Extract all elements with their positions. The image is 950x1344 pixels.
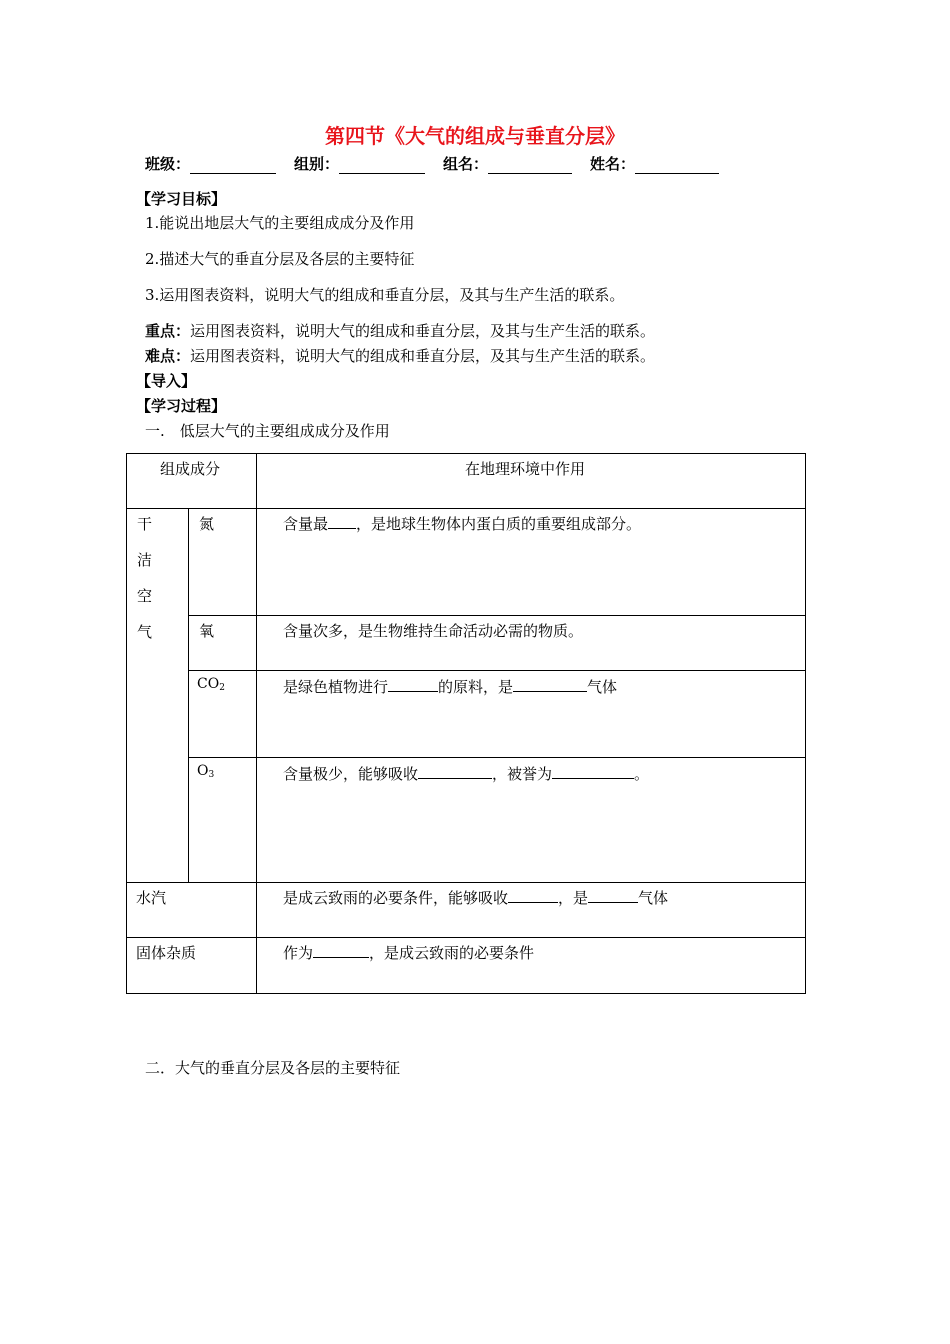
co2-blank-1[interactable] [388, 677, 438, 692]
co2-role [283, 676, 617, 697]
student-info-row [145, 153, 737, 174]
o3-role [283, 763, 649, 784]
water-role-post: 气体 [638, 889, 669, 907]
objectives-heading: 【学习目标】 [136, 190, 227, 208]
oxygen-role: 含量次多，是生物维持生命活动必需的物质。 [283, 622, 584, 640]
difficult-point-label: 难点： [145, 347, 191, 365]
o3-name-base: O [197, 763, 209, 779]
intro-heading: 【导入】 [136, 372, 197, 390]
o3-role-post: 。 [634, 765, 650, 783]
group-label: 组别： [294, 155, 340, 173]
page-title: 第四节《大气的组成与垂直分层》 [325, 124, 625, 148]
group-name-blank[interactable] [488, 157, 572, 174]
nitrogen-role [283, 513, 641, 534]
key-point [145, 320, 655, 341]
co2-name-sub: 2 [219, 683, 225, 693]
co2-role-mid: 的原料，是 [438, 678, 514, 696]
objective-item: 2.描述大气的垂直分层及各层的主要特征 [145, 250, 415, 268]
solid-impurities-name: 固体杂质 [136, 944, 197, 962]
dry-air-char: 气 [137, 623, 153, 641]
part1-heading: 一. 低层大气的主要组成成分及作用 [145, 422, 390, 440]
o3-role-pre: 含量极少，能够吸收 [283, 765, 419, 783]
dry-air-char: 洁 [137, 551, 153, 569]
group-blank[interactable] [339, 157, 425, 174]
co2-role-pre: 是绿色植物进行 [283, 678, 389, 696]
process-heading: 【学习过程】 [136, 397, 227, 415]
solids-role-post: ，是成云致雨的必要条件 [369, 944, 535, 962]
solids-blank[interactable] [313, 943, 369, 958]
header-component: 组成成分 [160, 460, 221, 478]
dry-air-char: 干 [137, 515, 153, 533]
water-role-pre: 是成云致雨的必要条件，能够吸收 [283, 889, 509, 907]
class-blank[interactable] [190, 157, 276, 174]
name-field[interactable] [590, 153, 719, 174]
o3-role-mid: ，被誉为 [492, 765, 553, 783]
o3-blank-1[interactable] [418, 764, 492, 779]
nitrogen-name: 氮 [199, 515, 215, 533]
class-label: 班级： [145, 155, 191, 173]
solids-role-pre: 作为 [283, 944, 314, 962]
co2-name [197, 676, 225, 693]
nitrogen-blank[interactable] [328, 514, 356, 529]
co2-blank-2[interactable] [513, 677, 587, 692]
group-field[interactable] [294, 153, 425, 174]
water-vapour-name: 水汽 [136, 889, 167, 907]
water-blank-2[interactable] [588, 888, 638, 903]
o3-name-sub: 3 [208, 770, 215, 780]
o3-name [197, 763, 214, 780]
o3-blank-2[interactable] [552, 764, 634, 779]
dry-air-char: 空 [137, 587, 153, 605]
header-role: 在地理环境中作用 [465, 460, 586, 478]
group-name-label: 组名： [443, 155, 489, 173]
objective-item: 3.运用图表资料，说明大气的组成和垂直分层，及其与生产生活的联系。 [145, 286, 625, 304]
water-vapour-role [283, 887, 668, 908]
co2-role-post: 气体 [587, 678, 618, 696]
difficult-point-text: 运用图表资料，说明大气的组成和垂直分层，及其与生产生活的联系。 [190, 347, 656, 365]
solid-impurities-role [283, 942, 534, 963]
nitrogen-role-post: ，是地球生物体内蛋白质的重要组成部分。 [356, 515, 642, 533]
water-blank-1[interactable] [508, 888, 558, 903]
group-name-field[interactable] [443, 153, 572, 174]
nitrogen-role-pre: 含量最 [283, 515, 329, 533]
co2-name-base: CO [197, 676, 220, 692]
key-point-label: 重点： [145, 322, 191, 340]
name-label: 姓名： [590, 155, 636, 173]
difficult-point [145, 345, 655, 366]
oxygen-name: 氧 [199, 622, 215, 640]
objective-item: 1.能说出地层大气的主要组成成分及作用 [145, 214, 415, 232]
name-blank[interactable] [635, 157, 719, 174]
part2-heading: 二．大气的垂直分层及各层的主要特征 [145, 1059, 401, 1077]
class-field[interactable] [145, 153, 276, 174]
key-point-text: 运用图表资料，说明大气的组成和垂直分层，及其与生产生活的联系。 [190, 322, 656, 340]
water-role-mid: ，是 [558, 889, 589, 907]
